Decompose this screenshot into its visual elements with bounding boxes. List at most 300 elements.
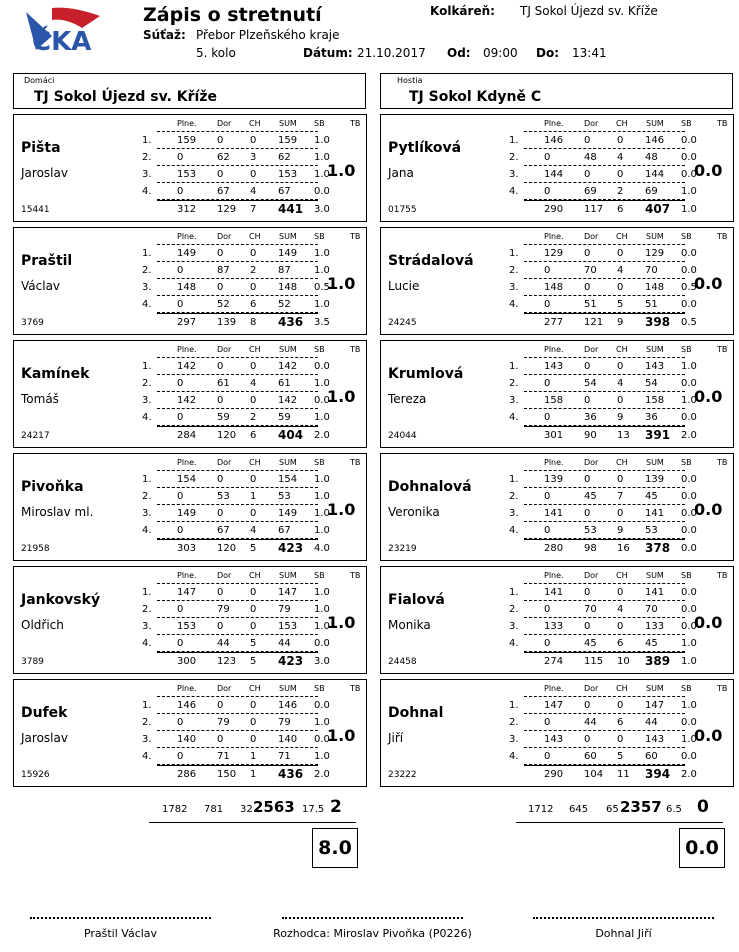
score-cell: 142 [177,395,197,406]
player-reg-number: 23222 [388,770,417,780]
row-divider [524,391,685,392]
score-cell: 0 [250,135,257,146]
venue: TJ Sokol Újezd sv. Kříže [520,4,658,18]
score-cell: 149 [278,508,298,519]
score-cell: 0 [250,361,257,372]
score-cell: 62 [278,152,291,163]
score-cell: 0 [584,169,591,180]
home-grand-dor: 781 [204,804,224,815]
score-cell: 143 [544,361,564,372]
score-cell: 0 [250,474,257,485]
column-header: Dor [217,458,232,467]
score-cell: 0.0 [681,751,697,762]
player-surname: Jankovský [21,592,101,608]
score-cell: 0.0 [314,186,330,197]
row-divider [157,165,318,166]
score-cell: 1.0 [681,638,697,649]
player-total-cell: 300 [177,656,197,667]
row-number: 2. [509,604,519,615]
cka-logo [22,6,104,56]
row-number: 4. [142,638,152,649]
score-cell: 0 [584,700,591,711]
row-divider [157,261,318,262]
score-cell: 149 [177,248,197,259]
player-firstname: Jana [388,166,414,180]
score-cell: 36 [645,412,658,423]
player-total-cell: 436 [278,315,304,329]
row-number: 2. [142,604,152,615]
score-cell: 45 [645,638,658,649]
row-number: 2. [142,265,152,276]
row-divider [524,521,685,522]
score-cell: 1.0 [314,508,330,519]
score-cell: 140 [177,734,197,745]
score-cell: 1.0 [314,621,330,632]
row-divider [157,730,318,731]
date: 21.10.2017 [357,46,426,60]
row-divider [524,408,685,409]
player-tb: 1.0 [327,387,356,406]
player-total-cell: 2.0 [681,430,697,441]
score-cell: 0.5 [314,282,330,293]
player-firstname: Miroslav ml. [21,505,94,519]
home-total-line [149,822,356,823]
score-cell: 4 [617,152,624,163]
column-header: TB [350,345,361,354]
score-cell: 1.0 [681,700,697,711]
row-number: 3. [509,734,519,745]
header-divider [157,244,318,245]
row-number: 4. [509,525,519,536]
column-header: SB [314,232,325,241]
column-header: Plne. [177,458,197,467]
away-team-box [380,73,733,109]
player-total-cell: 290 [544,204,564,215]
player-total-cell: 123 [217,656,237,667]
player-tb: 1.0 [327,613,356,632]
score-cell: 1.0 [681,395,697,406]
player-firstname: Jaroslav [21,166,68,180]
score-cell: 0 [584,508,591,519]
player-card [13,340,367,448]
score-cell: 146 [645,135,665,146]
player-reg-number: 15926 [21,770,50,780]
score-cell: 133 [544,621,564,632]
row-number: 2. [509,491,519,502]
score-cell: 146 [278,700,298,711]
player-card [13,227,367,335]
score-cell: 52 [217,299,230,310]
total-divider [157,652,318,653]
row-number: 4. [509,412,519,423]
score-cell: 53 [584,525,597,536]
player-tb: 1.0 [327,274,356,293]
score-cell: 0 [544,525,551,536]
player-total-cell: 120 [217,543,237,554]
home-grand-sb: 17.5 [302,804,325,815]
row-divider [157,634,318,635]
score-cell: 79 [217,604,230,615]
score-cell: 0.0 [681,265,697,276]
score-cell: 60 [584,751,597,762]
score-cell: 0 [177,491,184,502]
row-number: 4. [509,751,519,762]
row-divider [524,600,685,601]
column-header: CH [249,684,261,693]
row-number: 1. [509,700,519,711]
score-cell: 7 [617,491,624,502]
row-divider [524,278,685,279]
score-cell: 60 [645,751,658,762]
score-cell: 0 [544,638,551,649]
player-total-cell: 104 [584,769,604,780]
column-header: SUM [279,345,297,354]
home-grand-tb: 2 [330,797,342,817]
player-tb: 0.0 [694,387,723,406]
player-reg-number: 21958 [21,544,50,554]
player-total-cell: 303 [177,543,197,554]
score-cell: 158 [645,395,665,406]
column-header: SB [681,684,692,693]
column-header: SB [681,458,692,467]
player-total-cell: 312 [177,204,197,215]
row-divider [524,504,685,505]
score-cell: 141 [645,508,665,519]
row-number: 1. [142,474,152,485]
column-header: SUM [279,232,297,241]
score-cell: 0.0 [681,412,697,423]
column-header: CH [249,345,261,354]
score-cell: 44 [278,638,291,649]
header-divider [157,131,318,132]
player-total-cell: 1.0 [681,656,697,667]
player-total-cell: 0.5 [681,317,697,328]
header-divider [524,131,685,132]
row-divider [524,634,685,635]
score-cell: 0 [584,474,591,485]
player-total-cell: 391 [645,428,671,442]
score-cell: 0 [217,169,224,180]
score-cell: 143 [645,361,665,372]
player-surname: Dufek [21,705,68,721]
score-cell: 0 [544,152,551,163]
score-cell: 0 [544,751,551,762]
date-label: Dátum: [303,46,353,60]
player-total-cell: 120 [217,430,237,441]
score-cell: 0 [617,282,624,293]
score-cell: 0 [217,734,224,745]
score-cell: 0.0 [314,638,330,649]
score-cell: 0.0 [681,378,697,389]
player-total-cell: 441 [278,202,304,216]
column-header: CH [616,571,628,580]
score-cell: 4 [250,525,257,536]
row-divider [524,295,685,296]
column-header: Plne. [544,571,564,580]
row-number: 1. [509,248,519,259]
score-cell: 0 [544,604,551,615]
score-cell: 147 [177,587,197,598]
row-number: 1. [509,587,519,598]
score-cell: 1.0 [681,734,697,745]
row-number: 4. [142,186,152,197]
score-cell: 0 [250,717,257,728]
score-cell: 1.0 [681,361,697,372]
score-cell: 3 [250,152,257,163]
player-tb: 0.0 [694,161,723,180]
score-cell: 0 [617,169,624,180]
score-cell: 4 [250,378,257,389]
score-cell: 1.0 [314,152,330,163]
player-firstname: Veronika [388,505,440,519]
away-grand-ch: 65 [606,804,619,815]
column-header: SB [314,571,325,580]
column-header: Dor [584,684,599,693]
column-header: CH [249,119,261,128]
player-total-cell: 301 [544,430,564,441]
score-cell: 44 [645,717,658,728]
score-cell: 59 [217,412,230,423]
score-cell: 0.0 [681,152,697,163]
row-divider [157,148,318,149]
logo-text: ČKA [32,27,92,56]
score-cell: 144 [645,169,665,180]
player-total-cell: 423 [278,541,304,555]
row-divider [524,374,685,375]
score-cell: 0 [177,265,184,276]
column-header: Dor [217,345,232,354]
score-cell: 79 [278,604,291,615]
score-cell: 129 [544,248,564,259]
row-divider [157,713,318,714]
score-cell: 1.0 [314,248,330,259]
header-divider [157,583,318,584]
score-cell: 1.0 [314,378,330,389]
competition: Přebor Plzeňského kraje [196,28,340,42]
player-card [380,114,734,222]
score-cell: 6 [250,299,257,310]
row-divider [524,747,685,748]
column-header: TB [350,684,361,693]
score-cell: 1.0 [314,604,330,615]
score-cell: 0.5 [681,282,697,293]
score-cell: 0 [250,169,257,180]
score-cell: 0 [177,412,184,423]
score-cell: 0 [177,152,184,163]
score-cell: 67 [217,525,230,536]
score-cell: 139 [544,474,564,485]
score-cell: 0 [617,135,624,146]
row-divider [524,617,685,618]
score-cell: 4 [617,265,624,276]
player-reg-number: 23219 [388,544,417,554]
row-number: 4. [509,186,519,197]
score-cell: 0.0 [681,717,697,728]
score-cell: 0 [177,525,184,536]
score-cell: 0.0 [681,135,697,146]
player-tb: 0.0 [694,726,723,745]
column-header: TB [350,458,361,467]
from-time: 09:00 [483,46,518,60]
home-grand-plne: 1782 [162,804,188,815]
score-cell: 144 [544,169,564,180]
score-cell: 4 [617,604,624,615]
score-cell: 153 [278,169,298,180]
player-total-cell: 3.5 [314,317,330,328]
column-header: Dor [217,119,232,128]
score-cell: 0 [584,135,591,146]
score-cell: 0 [584,282,591,293]
column-header: SB [314,458,325,467]
column-header: SUM [646,119,664,128]
score-cell: 70 [584,604,597,615]
player-surname: Pivoňka [21,479,84,495]
score-cell: 70 [584,265,597,276]
score-cell: 5 [250,638,257,649]
score-cell: 146 [544,135,564,146]
score-cell: 0 [177,638,184,649]
score-cell: 0 [617,395,624,406]
player-total-cell: 274 [544,656,564,667]
score-cell: 0 [250,604,257,615]
player-tb: 1.0 [327,726,356,745]
score-cell: 44 [584,717,597,728]
score-cell: 149 [177,508,197,519]
column-header: Plne. [544,345,564,354]
column-header: SB [681,119,692,128]
column-header: CH [616,345,628,354]
player-card [13,566,367,674]
player-total-cell: 4.0 [314,543,330,554]
player-total-cell: 150 [217,769,237,780]
score-cell: 0 [617,474,624,485]
score-cell: 61 [278,378,291,389]
player-total-cell: 115 [584,656,604,667]
row-divider [157,504,318,505]
score-cell: 0 [617,587,624,598]
column-header: SB [681,232,692,241]
player-total-cell: 121 [584,317,604,328]
row-number: 2. [509,717,519,728]
score-cell: 0.0 [314,700,330,711]
player-total-cell: 16 [617,543,630,554]
score-cell: 0 [217,361,224,372]
player-reg-number: 24044 [388,431,417,441]
home-label: Domáci [24,76,55,85]
score-cell: 139 [645,474,665,485]
player-reg-number: 01755 [388,205,417,215]
column-header: SB [681,345,692,354]
column-header: TB [350,119,361,128]
column-header: Dor [584,571,599,580]
row-divider [524,182,685,183]
header-divider [157,696,318,697]
score-cell: 147 [544,700,564,711]
away-grand-sum: 2357 [620,798,662,816]
score-cell: 159 [177,135,197,146]
score-cell: 2 [250,412,257,423]
score-cell: 141 [645,587,665,598]
player-reg-number: 3789 [21,657,44,667]
row-divider [157,487,318,488]
total-divider [524,539,685,540]
score-cell: 0 [217,621,224,632]
player-tb: 0.0 [694,613,723,632]
row-number: 4. [142,751,152,762]
score-cell: 0 [617,700,624,711]
row-number: 1. [142,248,152,259]
player-total-cell: 129 [217,204,237,215]
row-number: 3. [509,508,519,519]
score-cell: 1.0 [314,525,330,536]
column-header: Plne. [544,232,564,241]
home-team-box [13,73,366,109]
player-reg-number: 15441 [21,205,50,215]
player-tb: 0.0 [694,274,723,293]
column-header: TB [717,684,728,693]
column-header: CH [616,119,628,128]
player-firstname: Lucie [388,279,420,293]
score-cell: 1.0 [314,491,330,502]
column-header: TB [350,571,361,580]
score-cell: 9 [617,412,624,423]
row-number: 3. [142,734,152,745]
row-divider [524,730,685,731]
score-cell: 0 [584,248,591,259]
score-cell: 1.0 [314,751,330,762]
away-team-name: TJ Sokol Kdyně C [409,89,542,105]
total-divider [157,765,318,766]
column-header: Dor [584,458,599,467]
score-cell: 0 [544,717,551,728]
score-cell: 48 [645,152,658,163]
score-cell: 0.0 [681,491,697,502]
away-total-line [516,822,723,823]
player-total-cell: 11 [617,769,630,780]
row-number: 3. [142,508,152,519]
score-cell: 48 [584,152,597,163]
player-total-cell: 1.0 [681,204,697,215]
row-number: 4. [142,412,152,423]
player-card [380,340,734,448]
away-points: 0.0 [679,828,725,868]
to-time: 13:41 [572,46,607,60]
score-cell: 141 [544,508,564,519]
row-divider [524,148,685,149]
score-cell: 0 [217,135,224,146]
score-cell: 0 [544,412,551,423]
player-total-cell: 297 [177,317,197,328]
score-cell: 153 [177,169,197,180]
player-total-cell: 284 [177,430,197,441]
score-cell: 53 [278,491,291,502]
score-cell: 148 [177,282,197,293]
score-cell: 69 [645,186,658,197]
column-header: SUM [279,571,297,580]
score-cell: 0 [617,361,624,372]
score-cell: 147 [645,700,665,711]
total-divider [524,652,685,653]
column-header: TB [717,232,728,241]
score-cell: 5 [617,751,624,762]
score-cell: 0 [217,395,224,406]
player-surname: Dohnal [388,705,444,721]
score-cell: 51 [584,299,597,310]
referee-signature-line [282,917,463,919]
score-cell: 142 [278,395,298,406]
column-header: Dor [584,232,599,241]
score-cell: 0 [250,734,257,745]
